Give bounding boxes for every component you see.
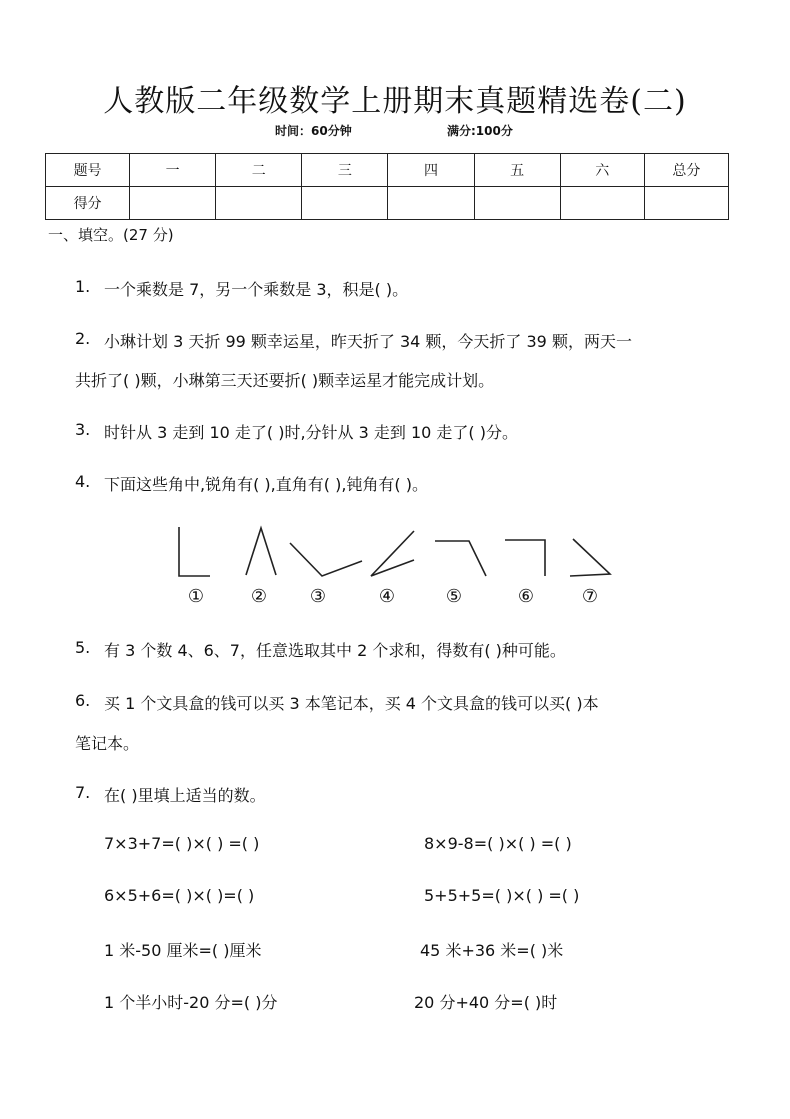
score-input-cell[interactable]	[216, 187, 302, 220]
angle-label: ⑥	[517, 586, 535, 607]
angle-1	[179, 527, 210, 576]
angle-label: ①	[187, 586, 205, 607]
angle-3	[290, 543, 362, 576]
exam-full-score: 满分:100分	[447, 124, 513, 138]
question-text: 时针从 3 走到 10 走了( )时,分针从 3 走到 10 走了( )分。	[104, 423, 518, 442]
angle-label: ⑦	[581, 586, 599, 607]
table-cell: 总分	[644, 154, 728, 187]
question-text: 买 1 个文具盒的钱可以买 3 本笔记本，买 4 个文具盒的钱可以买( )本	[104, 694, 599, 713]
score-input-cell[interactable]	[302, 187, 388, 220]
exam-title: 人教版二年级数学上册期末真题精选卷(二)	[103, 84, 687, 119]
angle-label: ⑤	[445, 586, 463, 607]
question-number: 2.	[75, 329, 91, 348]
table-cell: 一	[130, 154, 216, 187]
fill-item: 1 米-50 厘米=( )厘米	[104, 941, 262, 960]
table-cell: 二	[216, 154, 302, 187]
question-text: 在( )里填上适当的数。	[104, 786, 266, 805]
question-text: 小琳计划 3 天折 99 颗幸运星，昨天折了 34 颗，今天折了 39 颗，两天一	[104, 332, 632, 351]
angle-label: ③	[309, 586, 327, 607]
angle-7	[570, 539, 610, 576]
score-input-cell[interactable]	[130, 187, 216, 220]
angle-4	[371, 531, 414, 576]
question-text: 共折了( )颗，小琳第三天还要折( )颗幸运星才能完成计划。	[75, 371, 495, 390]
fill-item: 8×9-8=( )×( ) =( )	[424, 834, 572, 853]
question-text: 下面这些角中,锐角有( ),直角有( ),钝角有( )。	[104, 475, 428, 494]
table-cell: 题号	[46, 154, 130, 187]
table-row	[46, 187, 729, 220]
question-number: 6.	[75, 691, 91, 710]
angle-5	[435, 541, 486, 576]
exam-time: 时间：60分钟	[275, 124, 352, 138]
fill-item: 45 米+36 米=( )米	[420, 941, 564, 960]
fill-item: 7×3+7=( )×( ) =( )	[104, 834, 260, 853]
question-text: 笔记本。	[75, 734, 140, 753]
table-cell: 五	[474, 154, 560, 187]
fill-item: 1 个半小时-20 分=( )分	[104, 993, 278, 1012]
score-input-cell[interactable]	[560, 187, 644, 220]
score-table	[45, 153, 729, 220]
angle-label: ④	[378, 586, 396, 607]
table-cell: 六	[560, 154, 644, 187]
question-number: 4.	[75, 472, 91, 491]
question-number: 1.	[75, 277, 91, 296]
table-cell: 得分	[46, 187, 130, 220]
score-input-cell[interactable]	[644, 187, 728, 220]
table-cell: 三	[302, 154, 388, 187]
table-row	[46, 154, 729, 187]
fill-item: 20 分+40 分=( )时	[414, 993, 558, 1012]
question-number: 5.	[75, 638, 91, 657]
angles-figure	[160, 518, 630, 613]
angle-2	[246, 528, 276, 575]
table-cell: 四	[388, 154, 474, 187]
score-input-cell[interactable]	[474, 187, 560, 220]
question-text: 有 3 个数 4、6、7，任意选取其中 2 个求和，得数有( )种可能。	[104, 641, 566, 660]
fill-item: 5+5+5=( )×( ) =( )	[424, 886, 580, 905]
fill-item: 6×5+6=( )×( )=( )	[104, 886, 255, 905]
angle-6	[505, 540, 545, 576]
score-input-cell[interactable]	[388, 187, 474, 220]
question-number: 3.	[75, 420, 91, 439]
angle-label: ②	[250, 586, 268, 607]
question-text: 一个乘数是 7，另一个乘数是 3，积是( )。	[104, 280, 409, 299]
question-number: 7.	[75, 783, 91, 802]
section-title: 一、填空。(27 分)	[48, 226, 174, 244]
